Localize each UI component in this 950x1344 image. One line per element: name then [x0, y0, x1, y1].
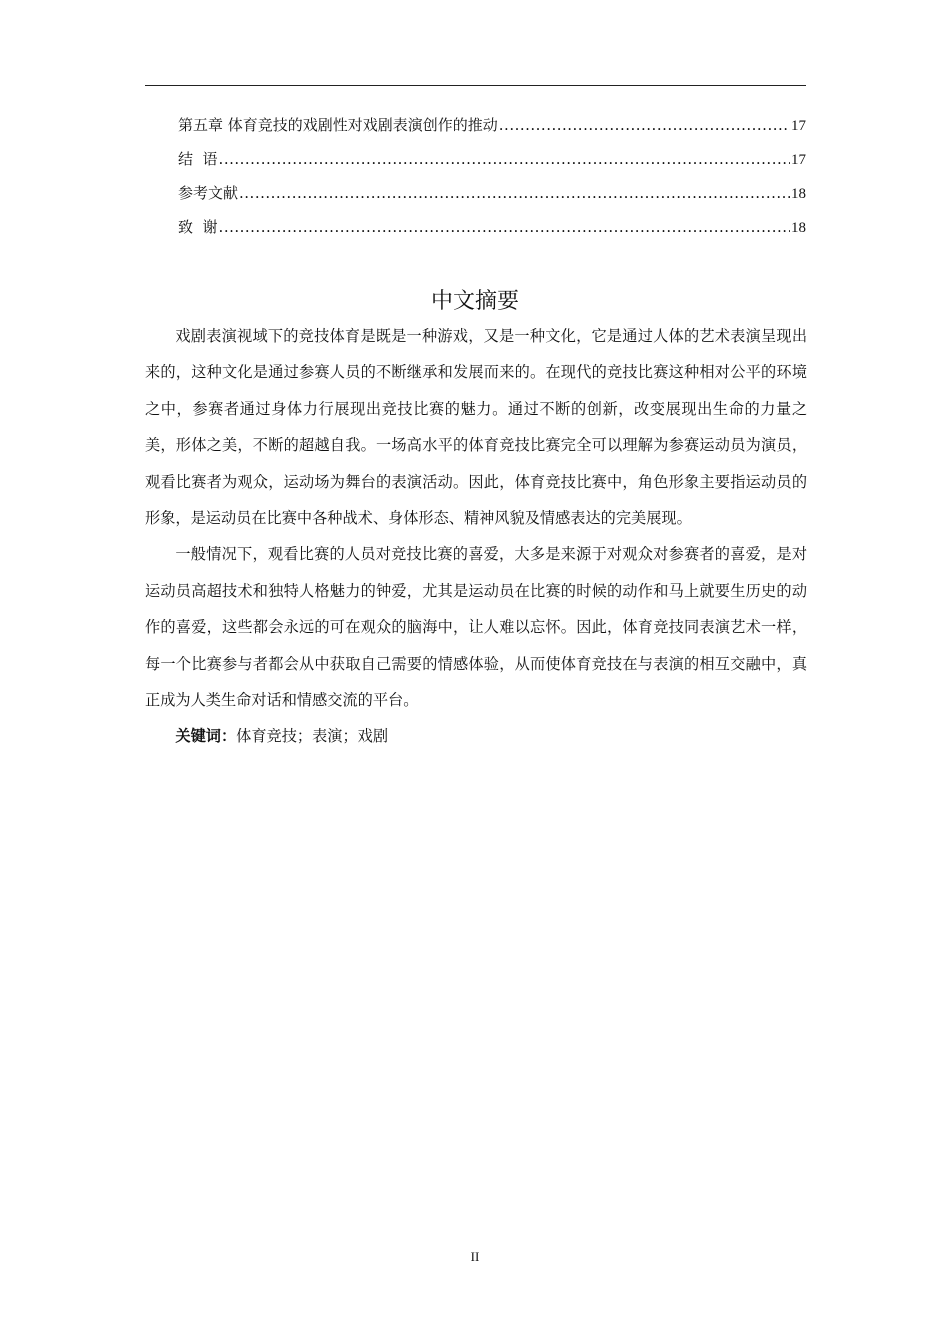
toc-entry-title: 致 谢: [178, 218, 218, 236]
toc-leader-dots: [219, 150, 790, 168]
keywords-label: 关键词：: [175, 727, 237, 746]
toc-entry-page: 17: [791, 118, 806, 134]
toc-leader-dots: [499, 116, 790, 134]
table-of-contents: [178, 114, 806, 250]
abstract-title: 中文摘要: [430, 289, 519, 314]
toc-entry-title: 结 语: [178, 150, 218, 168]
toc-entry[interactable]: [178, 114, 806, 148]
keywords-value: 体育竞技；表演；戏剧: [236, 727, 389, 746]
toc-entry-page: 18: [791, 220, 806, 236]
toc-entry-title: 第五章 体育竞技的戏剧性对戏剧表演创作的推动: [178, 116, 498, 134]
toc-entry[interactable]: [178, 182, 806, 216]
header-rule: [145, 85, 806, 86]
toc-entry-page: 18: [791, 186, 806, 202]
keywords-line: [145, 718, 807, 754]
toc-leader-dots: [219, 218, 790, 236]
abstract-paragraph: 一般情况下，观看比赛的人员对竞技比赛的喜爱，大多是来源于对观众对参赛者的喜爱，是对运动员高超技术和独特人格魅力的钟爱，尤其是运动员在比赛的时候的动作和马上就要生历史的动作的喜爱，这些都会永远的可在观众的脑海中，让人难以忘怀。因此，体育竞技同表演艺术一样，每一个比赛参与者都会从中获取自己需要的情感体验，从而使体育竞技在与表演的相互交融中，真正成为人类生命对话和情感交流的平台。: [145, 545, 807, 710]
toc-leader-dots: [239, 184, 790, 202]
toc-entry-title: 参考文献: [178, 184, 239, 202]
page-number: II: [470, 1249, 480, 1264]
toc-entry[interactable]: [178, 148, 806, 182]
toc-entry[interactable]: [178, 216, 806, 250]
toc-entry-page: 17: [791, 152, 806, 168]
abstract-body: [145, 318, 807, 755]
abstract-paragraph: 戏剧表演视域下的竞技体育是既是一种游戏，又是一种文化，它是通过人体的艺术表演呈现出来的，这种文化是通过参赛人员的不断继承和发展而来的。在现代的竞技比赛这种相对公平的环境之中，参赛者通过身体力行展现出竞技比赛的魅力。通过不断的创新，改变展现出生命的力量之美，形体之美，不断的超越自我。一场高水平的体育竞技比赛完全可以理解为参赛运动员为演员，观看比赛者为观众，运动场为舞台的表演活动。因此，体育竞技比赛中，角色形象主要指运动员的形象，是运动员在比赛中各种战术、身体形态、精神风貌及情感表达的完美展现。: [145, 327, 807, 528]
